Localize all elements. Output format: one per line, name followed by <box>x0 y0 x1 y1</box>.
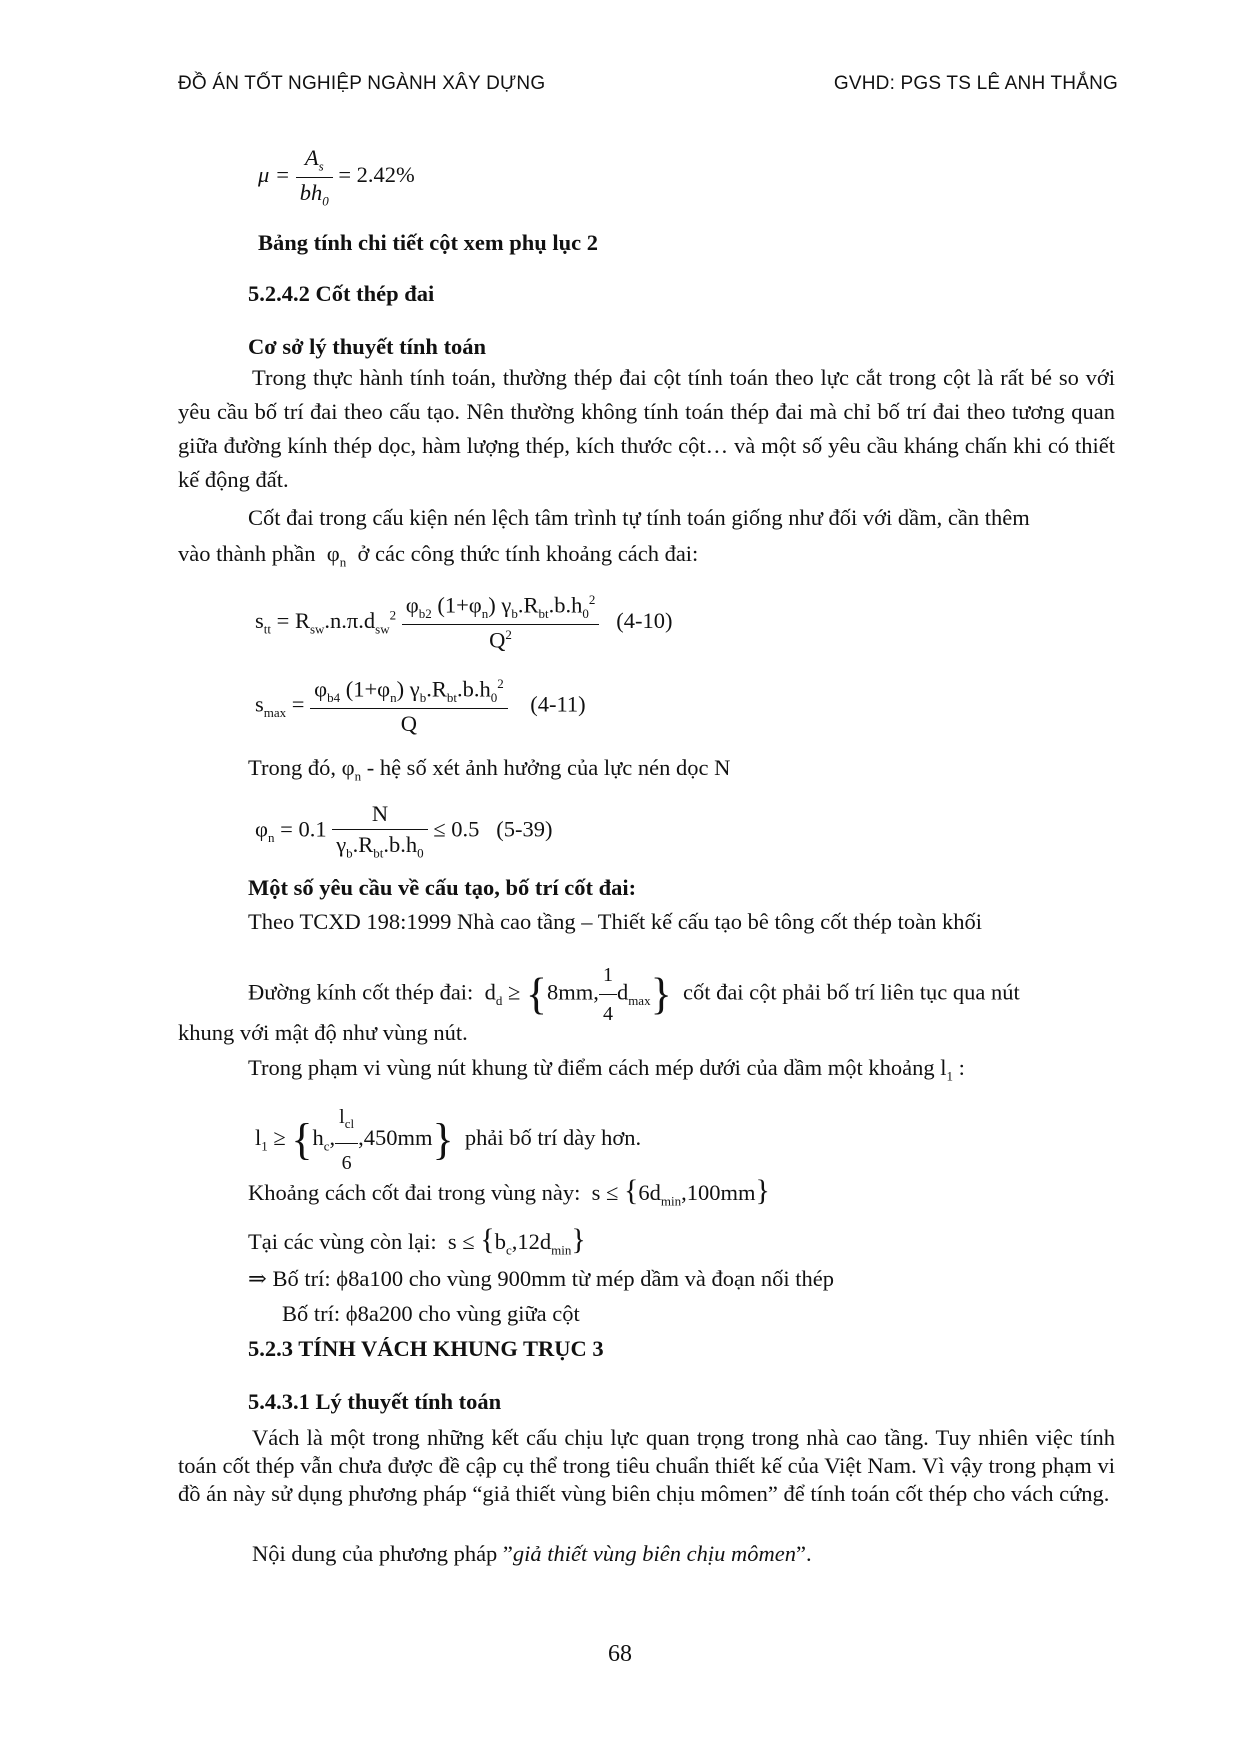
table-reference: Bảng tính chi tiết cột xem phụ lục 2 <box>258 230 599 255</box>
arrangement-line-1: ⇒ Bố trí: ϕ8a100 cho vùng 900mm từ mép dầm và đoạn nối thép <box>248 1266 834 1291</box>
section-5242-heading: 5.2.4.2 Cốt thép đai <box>248 281 435 306</box>
paragraph-2-line2: vào thành phần $\varphi_n$ ở các công thức tính khoảng cách đai: <box>178 541 699 570</box>
header-left: ĐỒ ÁN TỐT NGHIỆP NGÀNH XÂY DỰNG <box>178 73 546 94</box>
basis-heading: Cơ sở lý thuyết tính toán <box>248 334 487 359</box>
section-523-heading: 5.2.3 TÍNH VÁCH KHUNG TRỤC 3 <box>248 1336 604 1361</box>
paragraph-4: Nội dung của phương pháp ”giả thiết vùng biên chịu mômen”. <box>252 1541 812 1566</box>
paragraph-1: Trong thực hành tính toán, thường thép đai cột tính toán theo lực cắt trong cột là rất bé so với yêu cầu bố trí đai theo cấu tạo. Nên thường không tính toán thép đai mà chỉ bố trí đai theo tương quan giữa đường kính thép dọc, hàm lượng thép, kích thước cột… và một số yêu cầu kháng chấn khi có thiết kế động đất. <box>178 365 1115 492</box>
equation-4-10: $s_{tt} = R_{sw}.n.\pi.d_{sw}^2$ $\frac{\varphi_{b2} (1+\varphi_n) \gamma_b.R_{bt}.b.h_0^2}{Q^2}$ (4-10) <box>255 592 673 653</box>
l1-line: $l_1 \ge \{h_c$, $\frac{l_{cl}}{6}$ ,450mm} phải bố trí dày hơn. <box>255 1100 641 1180</box>
tcxd-line: Theo TCXD 198:1999 Nhà cao tầng – Thiết kế cấu tạo bê tông cốt thép toàn khối <box>248 909 982 934</box>
section-5431-heading: 5.4.3.1 Lý thuyết tính toán <box>248 1389 502 1414</box>
header-right: GVHD: PGS TS LÊ ANH THẮNG <box>833 73 1118 94</box>
spacing-zone-line: Khoảng cách cốt đai trong vùng này: $s \le \{6d_{min},100mm\}$ <box>248 1174 770 1209</box>
mu-formula: μ = $\frac{A_s}{bh_0}$ = 2.42% <box>258 145 415 208</box>
zone-line: Trong phạm vi vùng nút khung từ điểm cách mép dưới của dầm một khoảng $l_1$ : <box>248 1055 965 1084</box>
page-number: 68 <box>608 1641 632 1667</box>
paragraph-3: Vách là một trong những kết cấu chịu lực quan trọng trong nhà cao tầng. Tuy nhiên việc tính toán cốt thép vẫn chưa được đề cập cụ thể trong tiêu chuẩn thiết kế của Việt Nam. Vì vậy trong phạm vi đồ án này sử dụng phương pháp “giả thiết vùng biên chịu mômen” để tính toán cốt thép cho vách cứng. <box>178 1425 1115 1506</box>
arrangement-line-2: Bố trí: ϕ8a200 cho vùng giữa cột <box>282 1301 580 1326</box>
requirements-heading: Một số yêu cầu về cấu tạo, bố trí cốt đai: <box>248 875 637 900</box>
equation-5-39: $\varphi_n = 0.1$ $\frac{N}{\gamma_b.R_{bt}.b.h_0}$ ≤ 0.5 (5-39) <box>255 801 553 861</box>
diameter-line: Đường kính cốt thép đai: $d_d \ge \{8mm$, $\frac{1}{4}$ $d_{max}$} cốt đai cột phải bố trí liên tục qua nút <box>248 958 1020 1031</box>
diameter-continuation: khung với mật độ như vùng nút. <box>178 1020 468 1045</box>
spacing-rest-line: Tại các vùng còn lại: $s \le \{b_c,12d_{min}\}$ <box>248 1223 586 1258</box>
paragraph-2-line1: Cốt đai trong cấu kiện nén lệch tâm trình tự tính toán giống như đối với dầm, cần thêm <box>248 505 1030 530</box>
equation-4-11: $s_{max}$ = $\frac{\varphi_{b4} (1+\varphi_n) \gamma_b.R_{bt}.b.h_0^2}{Q}$ (4-11) <box>255 676 586 736</box>
where-line: Trong đó, $\varphi_n$ - hệ số xét ảnh hưởng của lực nén dọc N <box>248 755 731 784</box>
